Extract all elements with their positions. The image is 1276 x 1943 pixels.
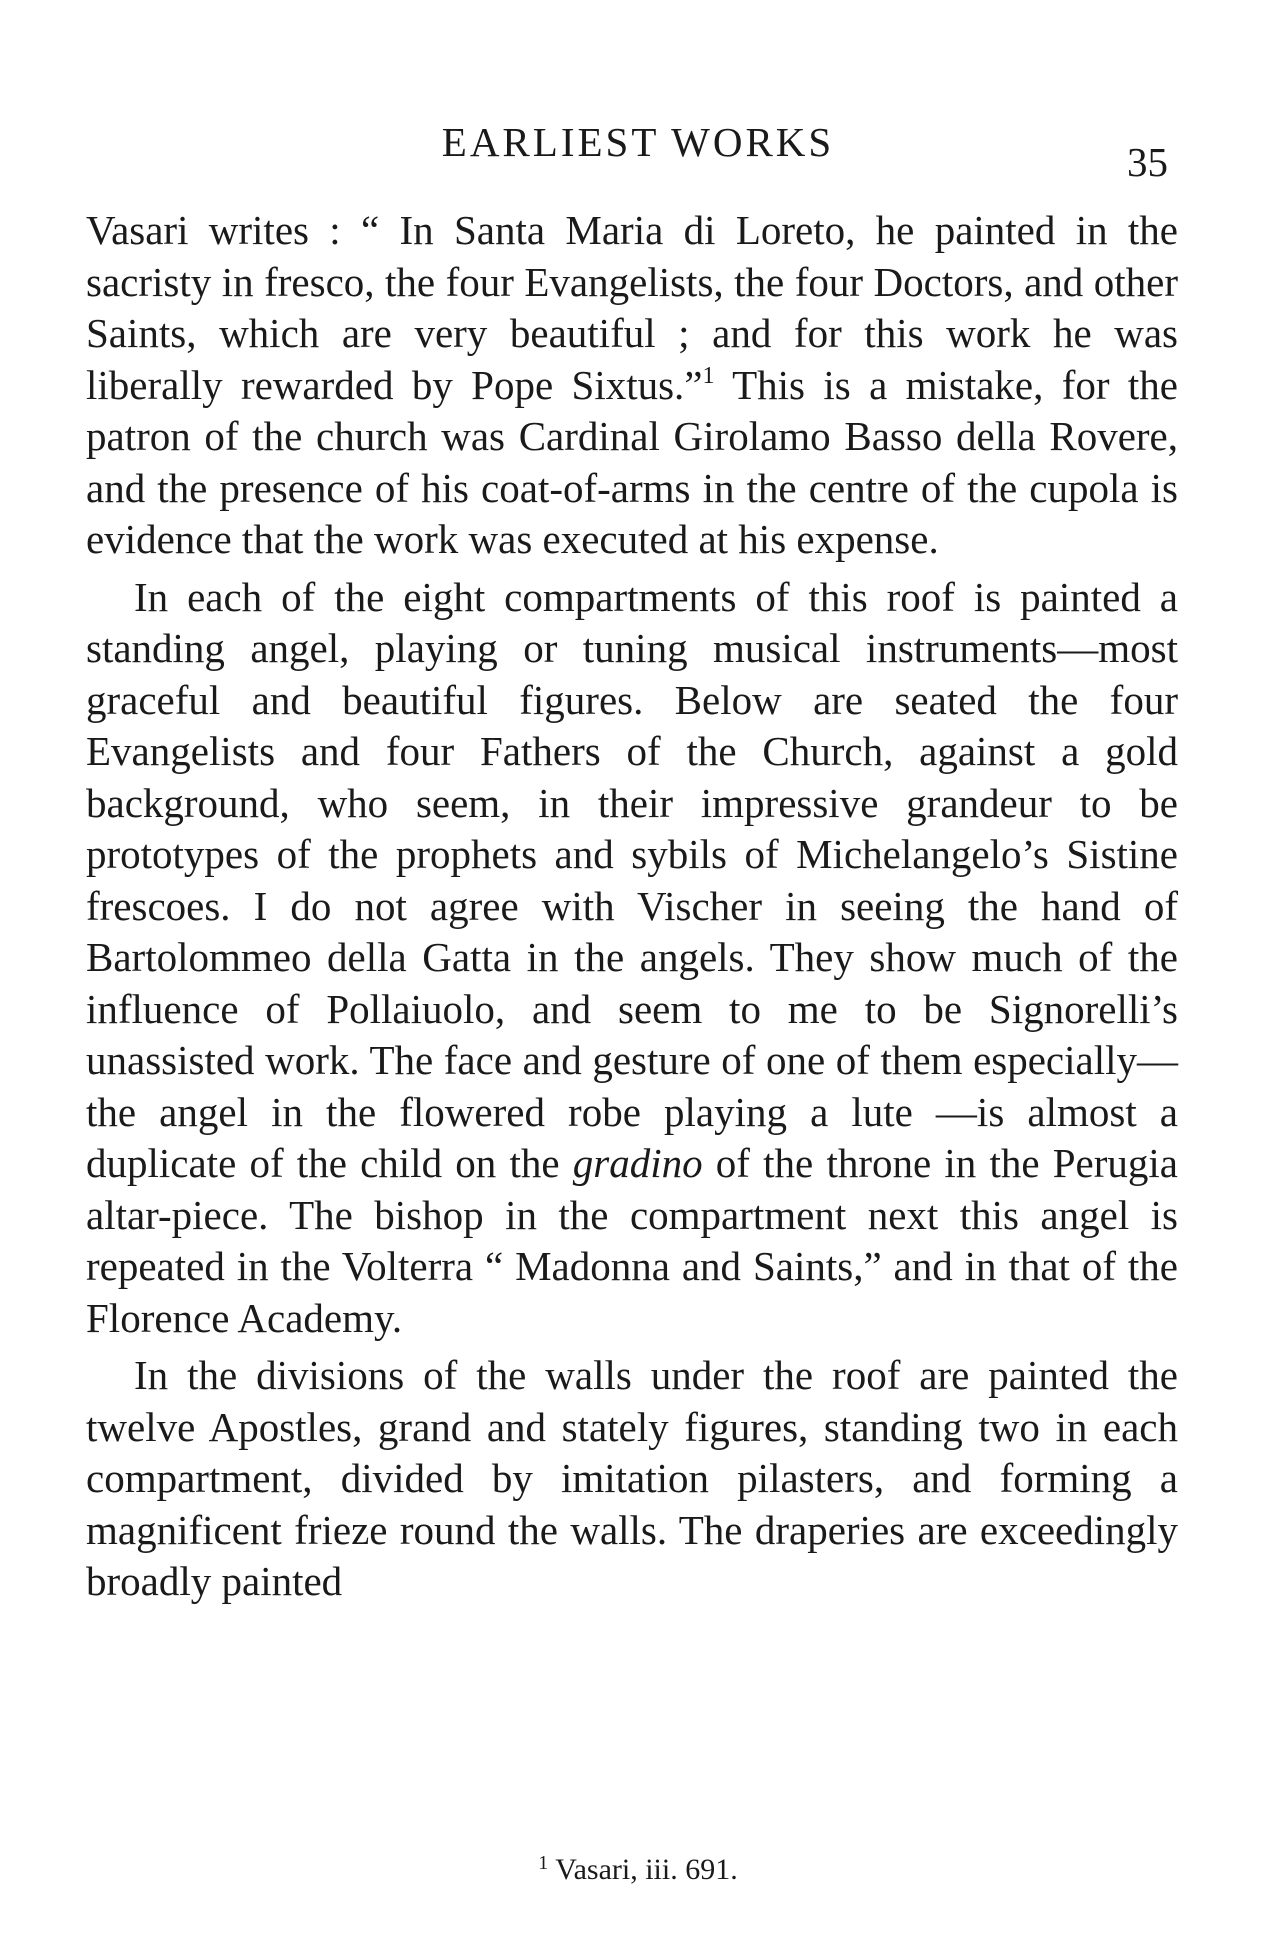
italic-term: gradino (572, 1140, 703, 1186)
paragraph-text: This is a mistake, for the patron of the church was Cardinal Girolamo Basso della Rovere, and the presence of his coat-of-arms in the centre of the cupola is evidence that the work was executed at his expense. (86, 361, 1178, 562)
footnote (0, 1853, 1276, 1887)
paragraph-angels (86, 572, 1178, 1345)
footnote-reference: 1 (702, 362, 715, 389)
paragraph-vasari-quote (86, 205, 1178, 566)
paragraph-text: In each of the eight compartments of this roof is painted a standing angel, playing or tuning musical instruments—most graceful and beautiful figures. Below are seated the four Evangelists and four Fathers of the Church, against a gold background, who seem, in their impressive grandeur to be prototypes of the prophets and sybils of Michelangelo’s Sistine frescoes. I do not agree with Vischer in seeing the hand of Bartolommeo della Gatta in the angels. They show much of the influence of Pollaiuolo, and seem to me to be Signorelli’s unassisted work. The face and gesture of one of them especially—the angel in the flowered robe playing a lute —is almost a duplicate of the child on the (86, 573, 1178, 1186)
paragraph-text: In the divisions of the walls under the roof are painted the twelve Apostles, grand and stately figures, standing two in each compartment, divided by imitation pilasters, and forming a magnificent frieze round the walls. The draperies are exceedingly broadly painted (86, 1352, 1178, 1604)
paragraph-apostles (86, 1350, 1178, 1608)
body-text (86, 205, 1178, 1608)
footnote-marker: 1 (538, 1852, 549, 1874)
page-number: 35 (1127, 139, 1168, 185)
footnote-text: Vasari, iii. 691. (548, 1853, 738, 1886)
paragraph-text: Vasari writes : “ In Santa Maria di Loreto, he painted in the sacristy in fresco, the four Evangelists, the four Doctors, and other Saints, which are very beautiful ; and for this work he was liberally rewarded by Pope Sixtus.” (86, 207, 1178, 408)
paragraph-text: of the throne in the Perugia altar-piece. The bishop in the compartment next this angel is repeated in the Volterra “ Madonna and Saints,” and in that of the Florence Academy. (86, 1140, 1178, 1341)
running-head: EARLIEST WORKS (441, 119, 835, 165)
